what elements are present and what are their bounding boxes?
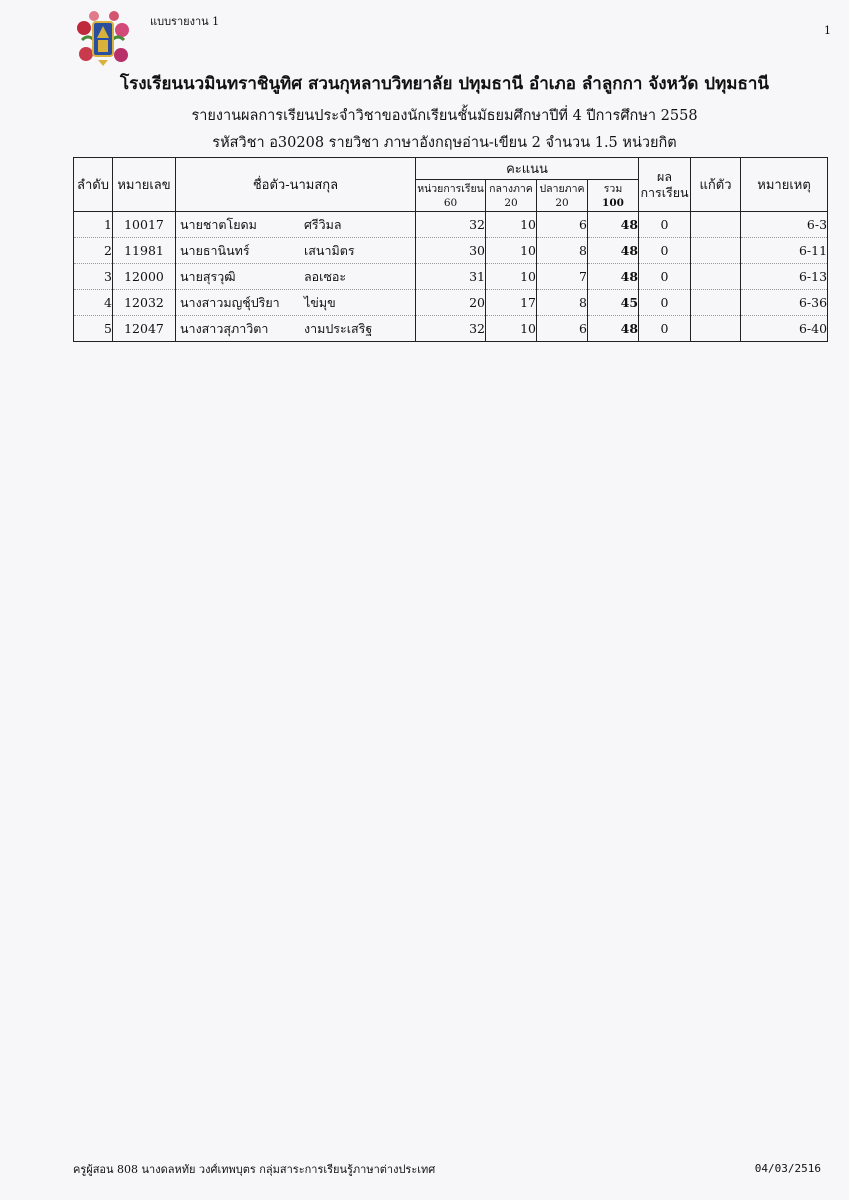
cell-id: 11981 (113, 238, 176, 264)
cell-name (176, 264, 416, 290)
school-title: โรงเรียนนวมินทราชินูทิศ สวนกุหลาบวิทยาลัย ปทุมธานี อำเภอ ลำลูกกา จังหวัด ปทุมธานี (119, 74, 770, 94)
report-title: รายงานผลการเรียนประจำวิชาของนักเรียนชั้นมัธยมศึกษาปีที่ 4 ปีการศึกษา 2558 (191, 108, 698, 124)
col-mid-header (486, 180, 537, 212)
cell-result: 0 (639, 212, 691, 238)
cell-unit-score: 32 (416, 212, 486, 238)
subject-title: รหัสวิชา อ30208 รายวิชา ภาษาอังกฤษอ่าน-เขียน 2 จำนวน 1.5 หน่วยกิต (212, 135, 677, 151)
cell-total-score: 45 (588, 290, 639, 316)
result-header-line2: การเรียน (640, 184, 689, 200)
cell-result: 0 (639, 264, 691, 290)
cell-final-score: 8 (537, 238, 588, 264)
cell-order: 3 (74, 264, 113, 290)
final-header-label: ปลายภาค (539, 182, 585, 195)
print-date: 04/03/2516 (754, 1162, 821, 1175)
last-name: ไข่มุข (304, 294, 336, 310)
cell-mid-score: 10 (486, 264, 537, 290)
col-fix-header: แก้ตัว (691, 158, 741, 212)
first-name: นางสาวมญชุ์ปริยา (180, 294, 280, 310)
cell-mid-score: 10 (486, 238, 537, 264)
cell-total-score: 48 (588, 316, 639, 342)
cell-name (176, 212, 416, 238)
col-unit-header (416, 180, 486, 212)
col-result-header (639, 158, 691, 212)
cell-id: 10017 (113, 212, 176, 238)
mid-header-max: 20 (504, 196, 518, 209)
cell-id: 12047 (113, 316, 176, 342)
last-name: งามประเสริฐ (304, 320, 373, 336)
cell-note: 6-40 (741, 316, 828, 342)
col-name-header: ชื่อตัว-นามสกุล (176, 158, 416, 212)
grades-table (73, 157, 828, 342)
cell-fix (691, 212, 741, 238)
cell-fix (691, 264, 741, 290)
cell-final-score: 6 (537, 212, 588, 238)
cell-note: 6-13 (741, 264, 828, 290)
cell-total-score: 48 (588, 238, 639, 264)
col-final-header (537, 180, 588, 212)
unit-header-label: หน่วยการเรียน (417, 182, 484, 195)
col-id-header: หมายเลข (113, 158, 176, 212)
cell-unit-score: 20 (416, 290, 486, 316)
final-header-max: 20 (555, 196, 569, 209)
cell-total-score: 48 (588, 212, 639, 238)
total-header-label: รวม (603, 182, 623, 195)
form-label: แบบรายงาน 1 (150, 15, 220, 28)
unit-header-max: 60 (443, 196, 458, 209)
cell-mid-score: 10 (486, 212, 537, 238)
cell-final-score: 8 (537, 290, 588, 316)
col-score-header: คะแนน (416, 158, 639, 180)
last-name: เสนามิตร (304, 242, 355, 258)
cell-name (176, 238, 416, 264)
last-name: ลอเซอะ (304, 268, 347, 284)
total-header-max: 100 (602, 196, 624, 209)
cell-unit-score: 32 (416, 316, 486, 342)
col-total-header (588, 180, 639, 212)
result-header-line1: ผล (657, 168, 673, 184)
cell-name (176, 316, 416, 342)
cell-mid-score: 17 (486, 290, 537, 316)
cell-fix (691, 238, 741, 264)
table-row (74, 238, 828, 264)
col-note-header: หมายเหตุ (741, 158, 828, 212)
cell-result: 0 (639, 316, 691, 342)
table-row (74, 316, 828, 342)
cell-order: 4 (74, 290, 113, 316)
cell-id: 12032 (113, 290, 176, 316)
cell-fix (691, 316, 741, 342)
cell-id: 12000 (113, 264, 176, 290)
cell-fix (691, 290, 741, 316)
first-name: นายชาตโยดม (180, 216, 257, 232)
col-order-header: ลำดับ (74, 158, 113, 212)
cell-note: 6-36 (741, 290, 828, 316)
mid-header-label: กลางภาค (489, 182, 533, 195)
cell-result: 0 (639, 290, 691, 316)
first-name: นางสาวสุภาวิตา (180, 320, 269, 336)
teacher-footer: ครูผู้สอน 808 นางดลหทัย วงศ์เทพบุตร กลุ่มสาระการเรียนรู้ภาษาต่างประเทศ (73, 1163, 436, 1176)
cell-unit-score: 30 (416, 238, 486, 264)
first-name: นายธานินทร์ (180, 242, 250, 258)
cell-order: 5 (74, 316, 113, 342)
last-name: ศรีวิมล (304, 216, 342, 232)
table-row (74, 212, 828, 238)
cell-note: 6-11 (741, 238, 828, 264)
cell-result: 0 (639, 238, 691, 264)
page-number: 1 (824, 24, 831, 37)
table-row (74, 290, 828, 316)
first-name: นายสุรวุฒิ (180, 268, 236, 284)
cell-final-score: 7 (537, 264, 588, 290)
school-crest-logo (74, 8, 132, 70)
cell-order: 1 (74, 212, 113, 238)
cell-order: 2 (74, 238, 113, 264)
cell-note: 6-3 (741, 212, 828, 238)
table-row (74, 264, 828, 290)
cell-name (176, 290, 416, 316)
cell-unit-score: 31 (416, 264, 486, 290)
cell-mid-score: 10 (486, 316, 537, 342)
cell-final-score: 6 (537, 316, 588, 342)
cell-total-score: 48 (588, 264, 639, 290)
